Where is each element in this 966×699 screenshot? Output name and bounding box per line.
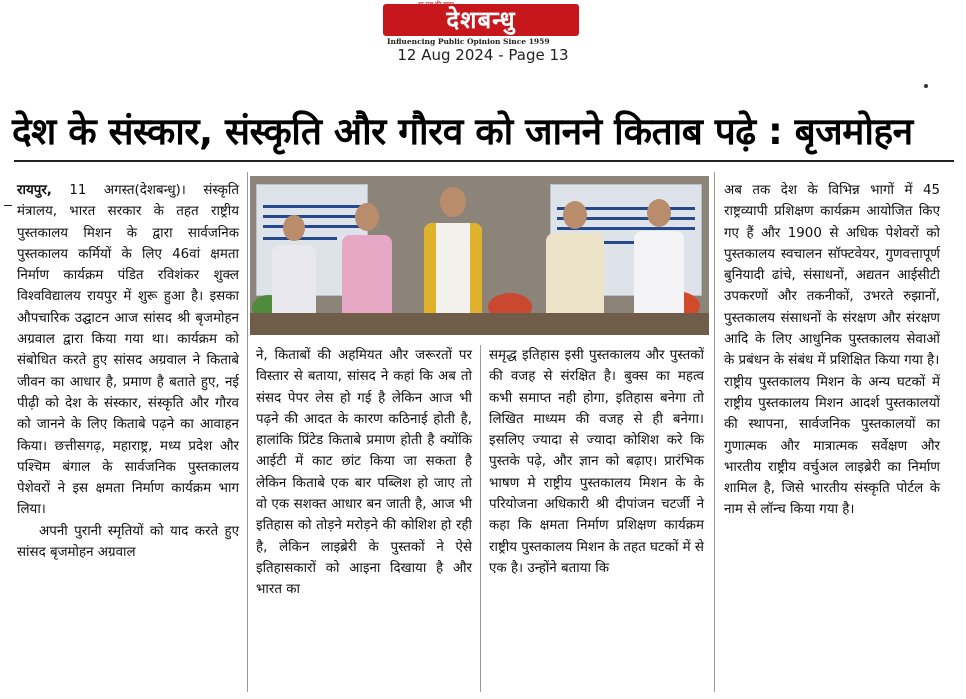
paragraph-text: 11 अगस्त(देशबन्धु)। संस्कृति मंत्रालय, भारत सरकार के तहत राष्ट्रीय पुस्तकालय मिशन के द्वारा सार्वजनिक पुस्तकालय कर्मियों के लिए 46वां क्षमता निर्माण कार्यक्रम पंडित रविशंकर शुक्ल विश्वविद्यालय रायपुर में शुरू हुआ है। इसका औपचारिक उद्घाटन आज सांसद श्री बृजमोहन अग्रवाल द्वारा किया गया था। कार्यक्रम को संबोधित करते हुए सांसद अग्रवाल ने किताबे जीवन का आधार है, प्रमाण है बताते हुए, नई पीढ़ी को देश के संस्कार, संस्कृति और गौरव को जानने के लिए किताबे पढ़ने का आवाहन किया। छत्तीसगढ़, महाराष्ट्र, मध्य प्रदेश और पश्चिम बंगाल के सार्वजनिक पुस्तकालय पेशेवरों ने इस क्षमता निर्माण कार्यक्रम भाग लिया। [17,183,239,518]
paragraph: अब तक देश के विभिन्न भागों में 45 राष्ट्रव्यापी प्रशिक्षण कार्यक्रम आयोजित किए गए हैं और 1900 से अधिक पेशेवरों को पुस्तकालय स्वचालन सॉफ्टवेयर, गुणवत्तापूर्ण बुनियादी ढांचे, संसाधनों, अद्यतन आईसीटी उपकरणों और तकनीकों, उभरते रुझानों, पुस्तकालय संसाधनों के संरक्षण और संरक्षण आदि के लिए आधुनिक पुस्तकालय सेवाओं के प्रबंधन के संबंध में प्रशिक्षित किया गया है। [724,183,940,369]
article-column-4 [724,180,940,521]
page-dateline: 12 Aug 2024 - Page 13 [397,46,569,64]
column-divider [247,172,248,692]
margin-tick [4,205,12,206]
newspaper-logo[interactable]: देशबन्धु [383,4,579,36]
article-headline: देश के संस्कार, संस्कृति और गौरव को जानने किताब पढ़े : बृजमोहन [12,110,913,153]
article-column-2 [256,345,472,601]
column-divider [714,172,715,692]
masthead [0,0,966,72]
paragraph: ने, किताबों की अहमियत और जरूरतों पर विस्तार से बताया, सांसद ने कहां कि अब तो संसद पेपर लेस हो गई है लेकिन आज भी पढ़ने की आदत के कारण कठिनाई होती है, हालांकि प्रिंटेड किताबे प्रमाण होती है क्योंकि आईटी में काट छांट किया जा सकता है लेकिन किताबे एक बार पब्लिश हो जाए तो वो एक सशक्त आधार बन जाती है, आज भी इतिहास को तोड़ने मरोड़ने की कोशिश हो रही है, लेकिन लाइब्रेरी के पुस्तकों ने ऐसे इतिहासकारों को आइना दिखाया है और भारत का [256,348,472,598]
paragraph: राष्ट्रीय पुस्तकालय मिशन के अन्य घटकों में राष्ट्रीय पुस्तकालय मिशन आदर्श पुस्तकालयों की स्थापना, सार्वजनिक पुस्तकालयों का गुणात्मक और मात्रात्मक सर्वेक्षण और भारतीय राष्ट्रीय वर्चुअल लाइब्रेरी का निर्माण शामिल है, जिसे भारतीय संस्कृति पोर्टल के नाम से लॉन्च किया गया है। [724,374,940,518]
paragraph: समृद्ध इतिहास इसी पुस्तकालय और पुस्तकों की वजह से संरक्षित है। बुक्स का महत्व कभी समाप्त नही होगा, इतिहास बनेगा तो लिखित माध्यम की वजह से ही बनेगा। इसलिए ज्यादा से ज्यादा कोशिश करे कि पुस्तके पढ़े, और ज्ञान को बढ़ाए। प्रारंभिक भाषण मे राष्ट्रीय पुस्तकालय मिशन के के परियोजना अधिकारी श्री दीपांजन चटर्जी ने कहा कि क्षमता निर्माण प्रशिक्षण कार्यक्रम राष्ट्रीय पुस्तकालय मिशन के तहत घटकों में से एक है। उन्होंने बताया कि [489,348,704,576]
column-divider [480,345,481,692]
stage-table [250,313,709,335]
margin-dot [924,84,928,88]
dateline-place: रायपुर, [17,183,52,198]
paragraph: अपनी पुरानी स्मृतियों को याद करते हुए सांसद बृजमोहन अग्रवाल [17,523,239,561]
article-column-1 [17,180,239,563]
event-photo[interactable] [250,176,709,335]
article-column-3 [489,345,704,579]
headline-rule [14,160,954,162]
masthead-slogan: Influencing Public Opinion Since 1959 [387,37,550,46]
paragraph [17,180,239,521]
